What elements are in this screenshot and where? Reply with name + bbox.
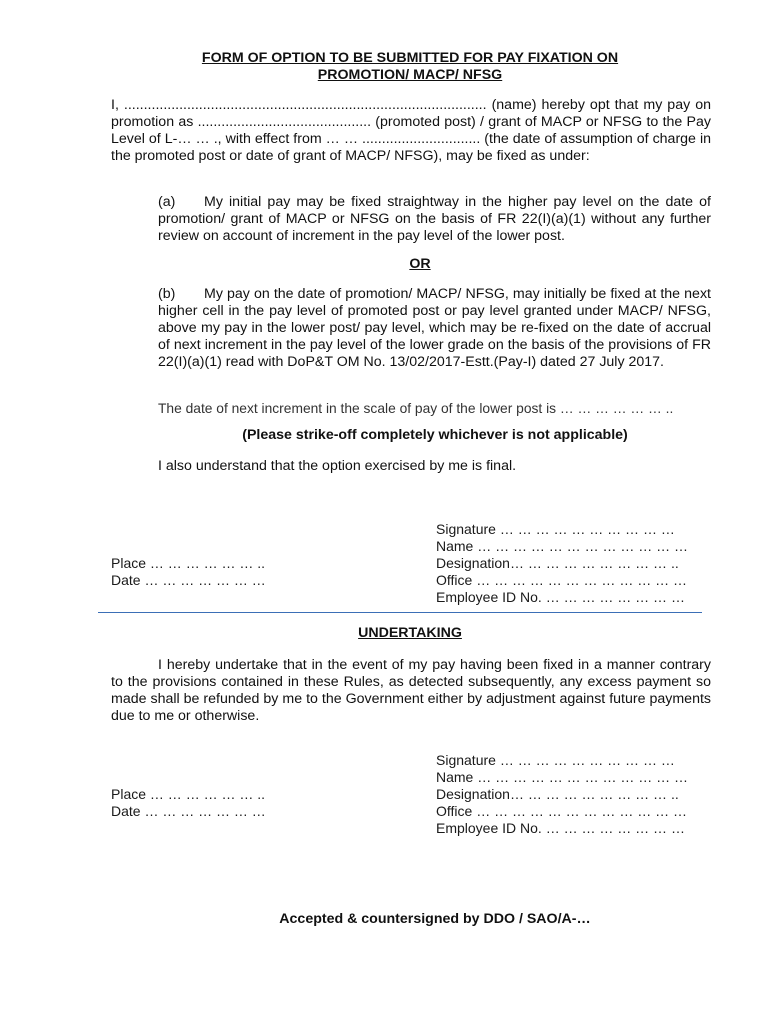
section-divider: [98, 612, 702, 613]
office-field-2: Office … … … … … … … … … … … …: [436, 803, 687, 819]
strike-off-note: (Please strike-off completely whichever is not applicable): [242, 427, 628, 443]
accepted-countersigned-note: Accepted & countersigned by DDO / SAO/A-…: [279, 911, 591, 927]
signature-field-2: Signature … … … … … … … … … …: [436, 752, 675, 768]
name-field-1: Name … … … … … … … … … … … …: [436, 538, 689, 554]
option-b-label: (b): [158, 286, 176, 302]
signature-field-1: Signature … … … … … … … … … …: [436, 521, 675, 537]
intro-paragraph: I, ............................................................................................ (name) hereby opt that my pay on promotion as ............................................ (promoted post) / grant of MACP or NFSG to the Pay Level of L-… … ., with effect from … … .............................. (the date of assumption of charge in the promoted post or date of grant of MACP/ NFSG), may be fixed as under:: [111, 97, 711, 164]
undertaking-heading: UNDERTAKING: [358, 625, 462, 641]
place-field-1: Place … … … … … … ..: [111, 555, 266, 571]
employee-id-field-2: Employee ID No. … … … … … … … …: [436, 820, 685, 836]
or-separator: OR: [409, 256, 431, 272]
designation-field-1: Designation… … … … … … … … … ..: [436, 555, 679, 571]
final-note: I also understand that the option exercised by me is final.: [158, 458, 517, 474]
option-b-paragraph: [158, 286, 711, 371]
date-field-1: Date … … … … … … …: [111, 572, 266, 588]
designation-field-2: Designation… … … … … … … … … ..: [436, 786, 679, 802]
option-b-text: My pay on the date of promotion/ MACP/ NFSG, may initially be fixed at the next higher cell in the pay level of promoted post or pay level granted under MACP/ NFSG, above my pay in the lower post/ pay level, which may be re-fixed on the date of accrual of next increment in the pay level of the lower grade on the basis of the provisions of FR 22(I)(a)(1) read with DoP&T OM No. 13/02/2017-Estt.(Pay-I) dated 27 July 2017.: [158, 286, 711, 370]
next-increment-line: The date of next increment in the scale of pay of the lower post is … … … … … … ..: [158, 401, 674, 416]
form-title-line-1: FORM OF OPTION TO BE SUBMITTED FOR PAY FIXATION ON: [201, 50, 619, 66]
form-title-line-2: PROMOTION/ MACP/ NFSG: [317, 67, 503, 83]
undertaking-paragraph: I hereby undertake that in the event of my pay having been fixed in a manner contrary to the provisions contained in these Rules, as detected subsequently, any excess payment so made shall be refunded by me to the Government either by adjustment against future payments due to me or otherwise.: [111, 657, 711, 724]
name-field-2: Name … … … … … … … … … … … …: [436, 769, 689, 785]
office-field-1: Office … … … … … … … … … … … …: [436, 572, 687, 588]
option-a-label: (a): [158, 194, 176, 210]
option-a-text: My initial pay may be fixed straightway in the higher pay level on the date of promotion/ grant of MACP or NFSG on the basis of FR 22(I)(a)(1) without any further review on account of increment in the pay level of the lower post.: [158, 194, 711, 244]
date-field-2: Date … … … … … … …: [111, 803, 266, 819]
employee-id-field-1: Employee ID No. … … … … … … … …: [436, 589, 685, 605]
place-field-2: Place … … … … … … ..: [111, 786, 266, 802]
option-a-paragraph: [158, 194, 711, 245]
